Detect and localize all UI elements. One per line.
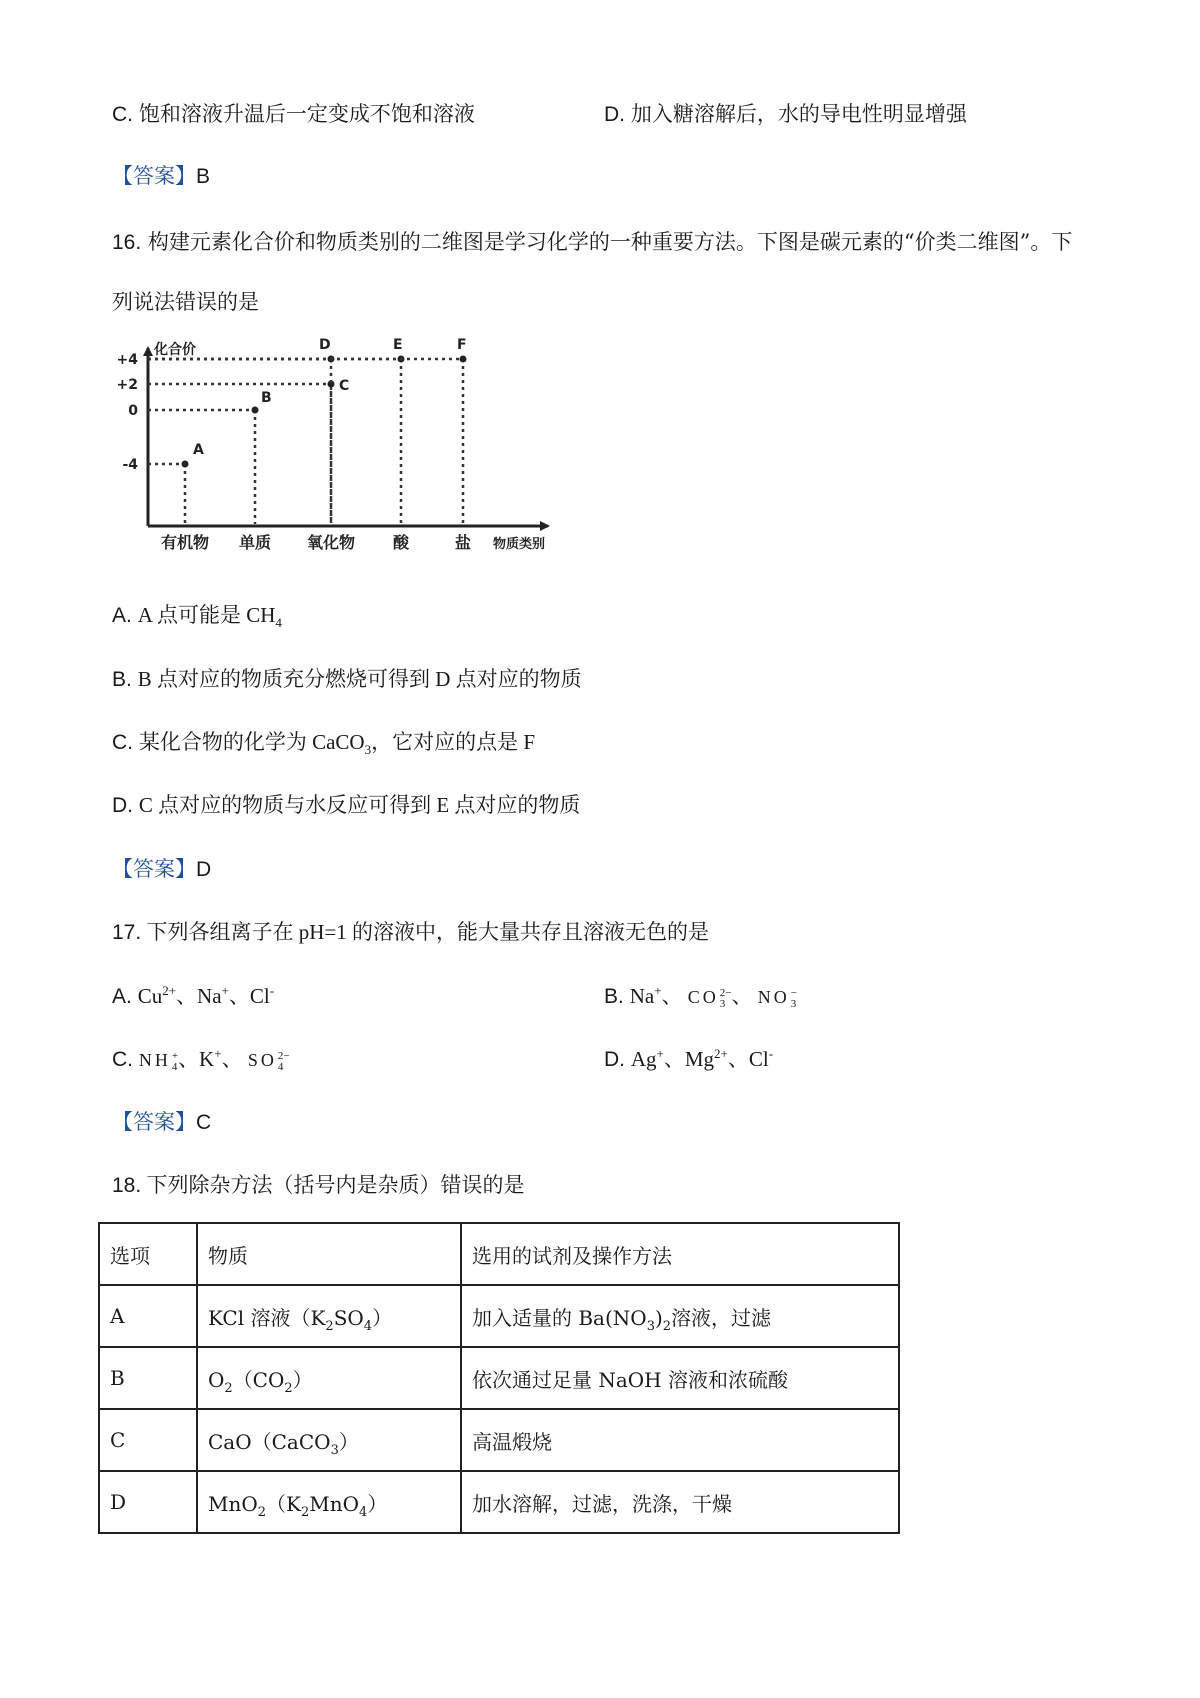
q15-option-c: C. 饱和溶液升温后一定变成不饱和溶液 bbox=[112, 102, 475, 126]
table-header-row bbox=[99, 1223, 899, 1285]
table-row bbox=[99, 1409, 899, 1471]
point-label: B bbox=[261, 390, 272, 406]
q17-option-a: A. $Cu^{2+}$、Na+、Cl- bbox=[112, 983, 275, 1008]
option-cell: B bbox=[99, 1347, 197, 1409]
x-category-label: 单质 bbox=[238, 533, 272, 552]
q17-option-b: B. Na+、 CO 2− 3 、 NO − 3 bbox=[604, 983, 797, 1010]
y-tick-label: +2 bbox=[116, 377, 138, 393]
q17-option-d: D. Ag+、$Mg^{2+}$、Cl- bbox=[604, 1046, 774, 1071]
data-point bbox=[182, 461, 189, 468]
x-category-label: 有机物 bbox=[160, 533, 210, 552]
option-cell: A bbox=[99, 1285, 197, 1347]
q16-answer: 【答案】D bbox=[112, 857, 212, 881]
substance-cell: CaO（CaCO$_3$） bbox=[197, 1409, 461, 1471]
substance-cell: $O_2(CO_2)$ bbox=[197, 1347, 461, 1409]
table-header-cell: 选用的试剂及操作方法 bbox=[461, 1223, 899, 1285]
q16-option-a: A. A 点可能是 $CH_4$ bbox=[112, 603, 282, 631]
q17-option-c: C. NH + 4 、K+、 SO 2− 4 bbox=[112, 1046, 290, 1073]
y-tick-label: 0 bbox=[128, 403, 138, 419]
table-header-cell: 物质 bbox=[197, 1223, 461, 1285]
q18-table bbox=[98, 1222, 900, 1534]
q16-stem-line2: 列说法错误的是 bbox=[112, 290, 259, 314]
q15-option-d: D. 加入糖溶解后，水的导电性明显增强 bbox=[604, 102, 967, 126]
method-cell: 加入适量的 $Ba(NO_3)_2$溶液，过滤 bbox=[461, 1285, 899, 1347]
y-tick-label: -4 bbox=[122, 457, 138, 473]
point-label: D bbox=[319, 337, 331, 353]
y-tick-label: +4 bbox=[116, 352, 138, 368]
x-axis-arrow bbox=[540, 521, 550, 531]
substance-cell: $MnO_2(K_2MnO_4)$ bbox=[197, 1471, 461, 1533]
y-axis-arrow bbox=[143, 346, 153, 356]
point-label: E bbox=[393, 337, 403, 353]
data-point bbox=[460, 356, 467, 363]
valence-category-chart bbox=[108, 336, 628, 571]
q16-stem-line1: 16. 构建元素化合价和物质类别的二维图是学习化学的一种重要方法。下图是碳元素的“价类二维图”。下 bbox=[112, 230, 1073, 254]
point-label: A bbox=[193, 442, 204, 458]
substance-cell: KCl 溶液$(K_2SO_4)$ bbox=[197, 1285, 461, 1347]
x-category-label: 酸 bbox=[392, 533, 410, 552]
q16-option-c: C. 某化合物的化学为 CaCO$_3$，它对应的点是 F bbox=[112, 730, 536, 758]
y-axis-title: 化合价 bbox=[154, 342, 196, 358]
table-row bbox=[99, 1347, 899, 1409]
x-axis-title: 物质类别 bbox=[493, 537, 546, 552]
x-category-label: 氧化物 bbox=[306, 533, 356, 552]
point-label: C bbox=[339, 378, 350, 394]
q15-answer: 【答案】B bbox=[112, 164, 211, 188]
option-cell: D bbox=[99, 1471, 197, 1533]
table-header-cell: 选项 bbox=[99, 1223, 197, 1285]
data-point bbox=[252, 407, 259, 414]
q17-answer: 【答案】C bbox=[112, 1110, 212, 1134]
q16-option-d: D. C 点对应的物质与水反应可得到 E 点对应的物质 bbox=[112, 793, 581, 817]
x-category-label: 盐 bbox=[454, 533, 472, 552]
method-cell: 高温煅烧 bbox=[461, 1409, 899, 1471]
table-row bbox=[99, 1285, 899, 1347]
q18-stem: 18. 下列除杂方法（括号内是杂质）错误的是 bbox=[112, 1173, 525, 1197]
q17-stem: 17. 下列各组离子在 pH=1 的溶液中，能大量共存且溶液无色的是 bbox=[112, 920, 709, 944]
point-label: F bbox=[457, 337, 467, 353]
method-cell: 依次通过足量 NaOH 溶液和浓硫酸 bbox=[461, 1347, 899, 1409]
table-row bbox=[99, 1471, 899, 1533]
method-cell: 加水溶解，过滤，洗涤，干燥 bbox=[461, 1471, 899, 1533]
option-cell: C bbox=[99, 1409, 197, 1471]
q16-option-b: B. B 点对应的物质充分燃烧可得到 D 点对应的物质 bbox=[112, 667, 582, 691]
